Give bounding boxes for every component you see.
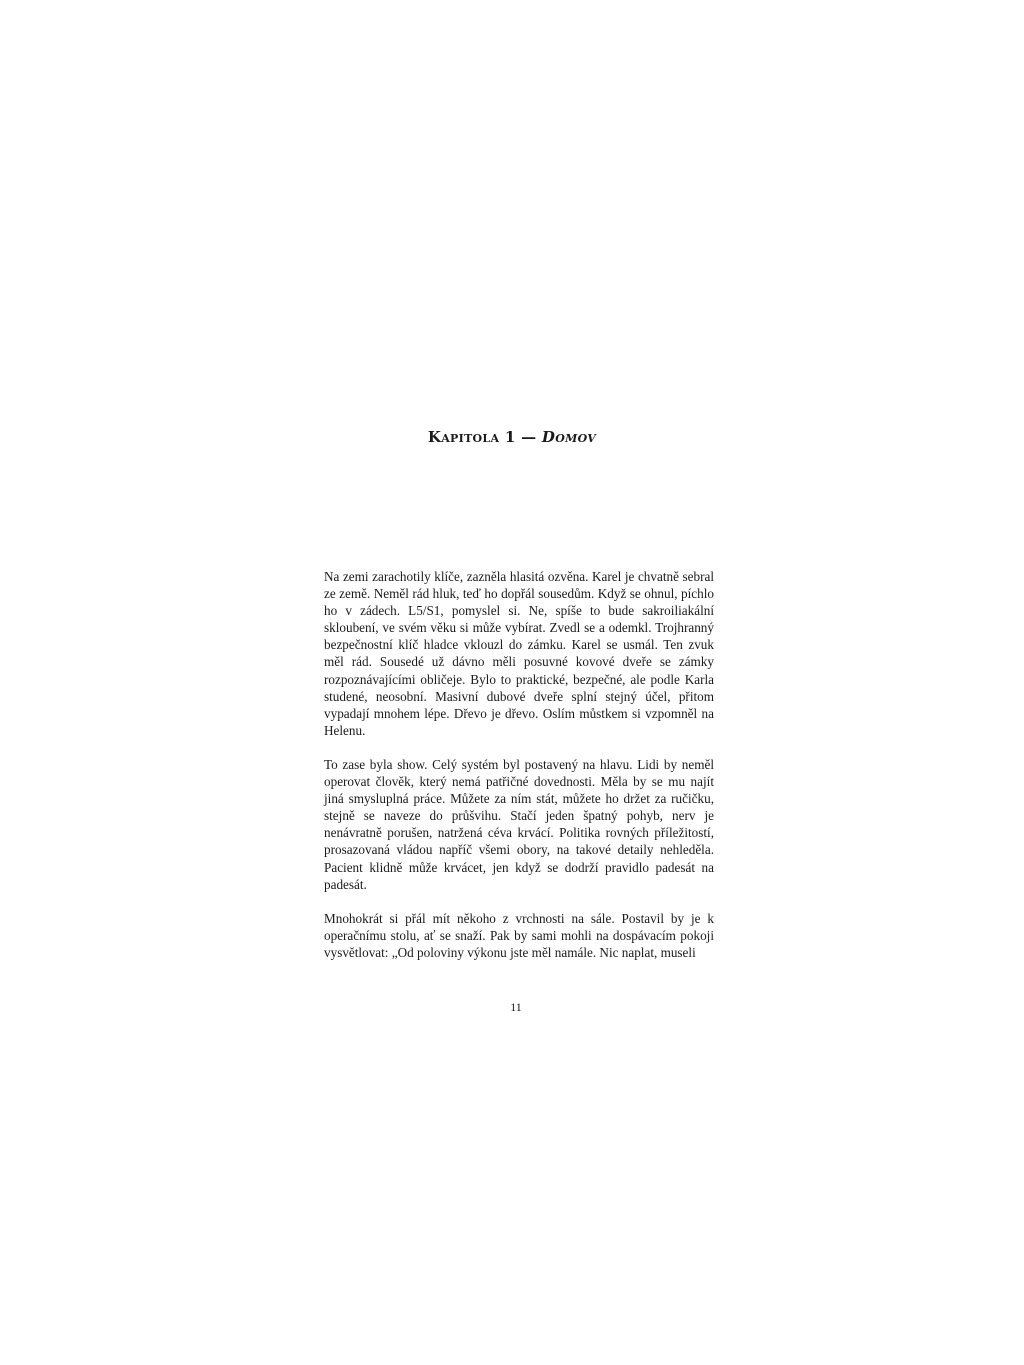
chapter-title (0, 428, 1024, 446)
paragraph: Na zemi zarachotily klíče, zazněla hlasitá ozvěna. Karel je chvatně sebral ze země. Neměl rád hluk, teď ho dopřál sousedům. Když se ohnul, píchlo ho v zádech. L5/S1, pomyslel si. Ne, spíše to bude sakroiliakální skloubení, ve svém věku si může vybírat. Zvedl se a odemkl. Trojhranný bezpečnostní klíč hladce vklouzl do zámku. Karel se usmál. Ten zvuk měl rád. Sousedé už dávno měli posuvné kovové dveře se zámky rozpoznávajícími obličeje. Bylo to praktické, bezpečné, ale podle Karla studené, neosobní. Masivní dubové dveře splní stejný účel, přitom vypadají mnohem lépe. Dřevo je dřevo. Oslím můstkem si vzpomněl na Helenu. (324, 569, 714, 738)
chapter-name: Domov (541, 428, 597, 446)
paragraph: Mnohokrát si přál mít někoho z vrchnosti na sále. Postavil by je k operačnímu stolu, ať se snaží. Pak by sami mohli na dospávacím pokoji vysvětlovat: „Od poloviny výkonu jste měl namále. Nic naplat, museli (324, 910, 714, 960)
chapter-label: Kapitola 1 (427, 428, 516, 446)
chapter-separator: — (515, 428, 542, 446)
paragraph: To zase byla show. Celý systém byl postavený na hlavu. Lidi by neměl operovat člověk, který nemá patřičné dovednosti. Měla by se mu najít jiná smysluplná práce. Můžete za ním stát, můžete ho držet za ručičku, stejně se naveze do průšvihu. Stačí jeden špatný pohyb, nerv je nenávratně porušen, natržená céva krvácí. Politika rovných příležitostí, prosazovaná vládou napříč všemi obory, na takové detaily nehleděla. Pacient klidně může krvácet, jen když se dodrží pravidlo padesát na padesát. (324, 756, 714, 892)
page-number: 11 (510, 1000, 522, 1014)
body-text (324, 568, 714, 978)
